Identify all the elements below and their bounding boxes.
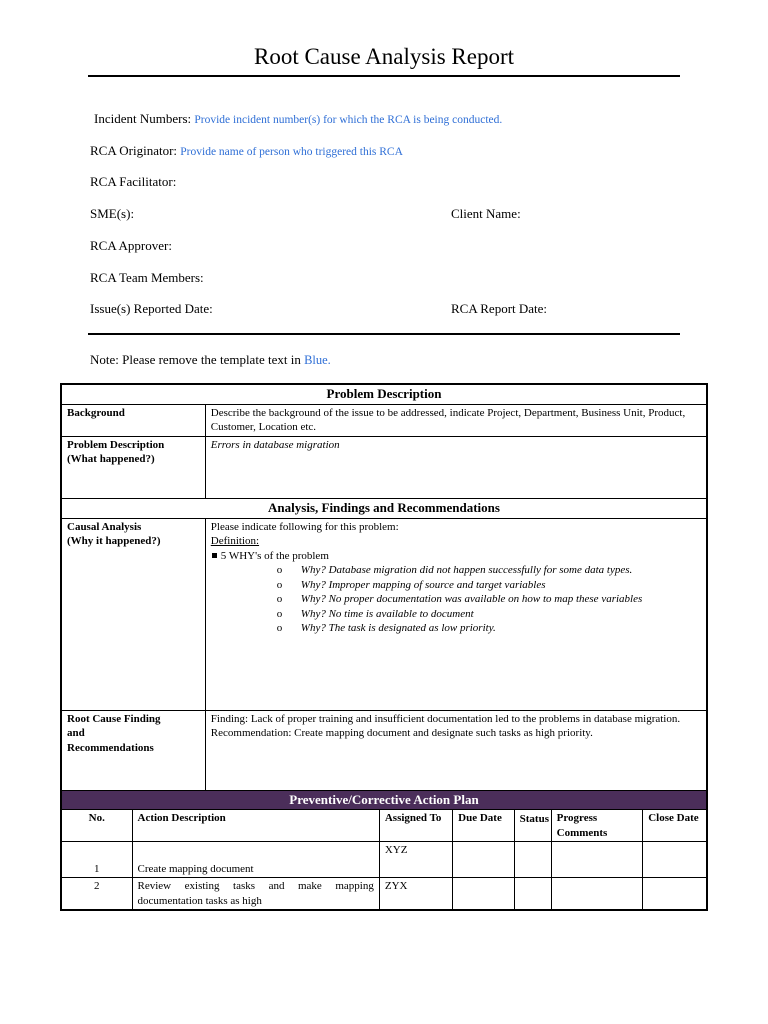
whys-title: 5 WHY's of the problem (220, 549, 329, 562)
background-text[interactable]: Describe the background of the issue to be addressed, indicate Project, Department, Business Unit, Product, Customer, Location etc. (205, 404, 707, 436)
whys-title-row (211, 549, 701, 564)
client-name-label: Client Name: (451, 206, 521, 221)
row-close-date[interactable] (643, 878, 707, 911)
incident-numbers-label: Incident Numbers: (94, 111, 192, 126)
row-progress-comments[interactable] (551, 878, 643, 911)
problem-description-heading: Problem Description (61, 384, 707, 404)
why-item: o Why? No proper documentation was available on how to map these variables (301, 592, 701, 607)
col-header-close-date: Close Date (643, 810, 707, 842)
action-plan-heading: Preventive/Corrective Action Plan (61, 790, 707, 810)
background-label: Background (61, 404, 205, 436)
root-cause-label-line2: and (67, 727, 85, 739)
problem-description-label-line1: Problem Description (67, 438, 165, 451)
root-cause-content[interactable] (205, 710, 707, 790)
analysis-heading: Analysis, Findings and Recommendations (61, 498, 707, 518)
rca-originator-field (90, 143, 403, 159)
due-status-divider (514, 810, 515, 911)
why-item: o Why? Database migration did not happen successfully for some data types. (301, 563, 701, 578)
col-header-no: No. (61, 810, 132, 842)
rca-team-members-label: RCA Team Members: (90, 270, 204, 285)
rca-originator-hint[interactable]: Provide name of person who triggered this RCA (180, 146, 403, 158)
row-due-date[interactable] (453, 878, 551, 911)
causal-intro: Please indicate following for this problem: (210, 520, 399, 533)
rca-approver-label: RCA Approver: (90, 238, 172, 253)
sme-label: SME(s): (90, 206, 135, 221)
why-item: o Why? No time is available to document (301, 607, 701, 622)
table-row (61, 842, 707, 878)
root-cause-recommendation: Recommendation: Create mapping document and designate such tasks as high priority. (210, 727, 593, 739)
page-title: Root Cause Analysis Report (253, 44, 515, 69)
rca-table (60, 383, 708, 911)
row-progress-comments[interactable] (551, 842, 643, 878)
template-note-blue-word: Blue. (304, 353, 331, 367)
row-action[interactable]: Create mapping document (132, 842, 379, 878)
causal-analysis-label-line2: (Why it happened?) (67, 535, 161, 547)
title-rule (88, 75, 680, 77)
fields-rule (88, 333, 680, 335)
problem-description-label (61, 436, 205, 498)
problem-description-text[interactable]: Errors in database migration (205, 436, 707, 498)
why-item: o Why? Improper mapping of source and target variables (301, 578, 701, 593)
rca-report-date-label: RCA Report Date: (451, 301, 548, 316)
root-cause-label-line1: Root Cause Finding (67, 712, 161, 725)
square-bullet-icon (212, 553, 217, 558)
rca-facilitator-label: RCA Facilitator: (90, 174, 177, 189)
issue-reported-date-label: Issue(s) Reported Date: (90, 301, 213, 316)
causal-analysis-label (61, 518, 205, 710)
whys-list (211, 563, 701, 636)
rca-originator-label: RCA Originator: (90, 143, 178, 158)
why-item: o Why? The task is designated as low priority. (301, 621, 701, 636)
row-assigned[interactable]: XYZ (379, 842, 452, 878)
col-header-action-description: Action Description (132, 810, 379, 842)
incident-numbers-hint[interactable]: Provide incident number(s) for which the RCA is being conducted. (194, 114, 503, 126)
template-note (90, 352, 331, 368)
root-cause-label-line3: Recommendations (67, 741, 154, 754)
row-action[interactable]: Review existing tasks and make mapping documentation tasks as high (132, 878, 379, 911)
template-note-text: Note: Please remove the template text in (90, 352, 305, 367)
table-row (61, 878, 707, 911)
col-header-assigned-to: Assigned To (379, 810, 452, 842)
root-cause-label (61, 710, 205, 790)
incident-numbers-field (94, 111, 502, 127)
definition-label: Definition: (210, 535, 260, 547)
root-cause-finding: Finding: Lack of proper training and insufficient documentation led to the problems in database migration. (210, 712, 681, 725)
problem-description-label-line2: (What happened?) (67, 453, 155, 465)
row-no: 2 (61, 878, 132, 911)
row-no: 1 (61, 842, 132, 878)
col-header-progress-comments: Progress Comments (551, 810, 643, 842)
col-header-due-date-label: Due Date (458, 812, 502, 824)
col-header-status: Status (519, 812, 549, 825)
row-due-date[interactable] (453, 842, 551, 878)
row-assigned[interactable]: ZYX (379, 878, 452, 911)
action-plan-header-row (61, 810, 707, 842)
row-close-date[interactable] (643, 842, 707, 878)
causal-analysis-label-line1: Causal Analysis (67, 520, 142, 533)
causal-analysis-content[interactable] (205, 518, 707, 710)
